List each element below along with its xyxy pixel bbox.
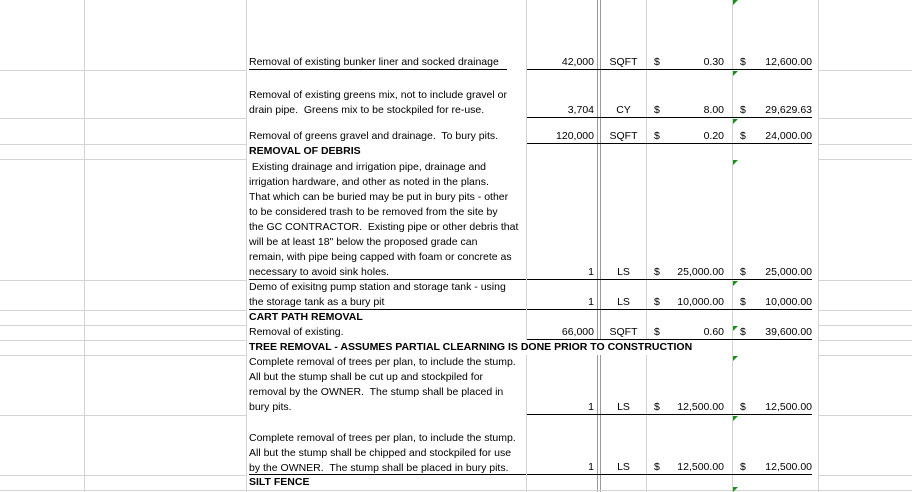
comment-indicator-icon[interactable] [733,487,738,492]
item-currency[interactable]: $ [654,461,660,473]
gridline [0,310,246,311]
gridline [818,144,912,145]
item-currency[interactable]: $ [654,401,660,413]
comment-indicator-icon[interactable] [733,326,738,331]
item-unit[interactable]: LS [617,461,630,473]
item-currency[interactable]: $ [654,326,660,338]
item-unit[interactable]: SQFT [609,130,638,142]
gridline [526,0,527,492]
item-currency[interactable]: $ [654,266,660,278]
gridline [0,280,246,281]
comment-indicator-icon[interactable] [733,416,738,421]
item-currency[interactable]: $ [740,326,746,338]
item-description[interactable]: Complete removal of trees per plan, to include the stump. All but the stump shall be cut up and stockpiled for removal by the OWNER. The stump shall be placed in bury pits. [249,356,516,413]
item-currency[interactable]: $ [654,56,660,68]
item-unit-price[interactable]: 0.30 [703,56,724,68]
item-unit-price[interactable]: 12,500.00 [677,461,724,473]
item-currency[interactable]: $ [740,461,746,473]
gridline [818,310,912,311]
item-unit-price[interactable]: 0.20 [703,130,724,142]
gridline [246,0,247,492]
item-unit-price[interactable]: 8.00 [703,104,724,116]
item-total[interactable]: 12,500.00 [765,401,812,413]
item-unit[interactable]: SQFT [609,56,638,68]
item-quantity[interactable]: 66,000 [561,326,594,338]
gridline [84,0,85,492]
item-currency[interactable]: $ [654,130,660,142]
item-unit-price[interactable]: 25,000.00 [677,266,724,278]
item-quantity[interactable]: 1 [588,461,594,473]
item-quantity[interactable]: 3,704 [567,104,594,116]
item-total[interactable]: 12,500.00 [765,461,812,473]
item-description[interactable]: Removal of greens gravel and drainage. To bury pits. [249,130,499,142]
item-description[interactable]: Removal of existing greens mix, not to include gravel or drain pipe. Greens mix to be stockpiled for re-use. [249,89,507,116]
item-unit-price[interactable]: 10,000.00 [677,296,724,308]
item-description[interactable]: Removal of existing bunker liner and socked drainage [249,56,499,68]
section-header-tree-removal[interactable]: TREE REMOVAL - ASSUMES PARTIAL CLEARNING IS DONE PRIOR TO CONSTRUCTION [249,341,693,353]
gridline [0,144,246,145]
item-total[interactable]: 29,629.63 [765,104,812,116]
section-header-cart-path[interactable]: CART PATH REMOVAL [249,311,363,323]
comment-indicator-icon[interactable] [733,119,738,124]
item-currency[interactable]: $ [740,104,746,116]
gridline [0,118,246,119]
gridline [600,0,601,492]
gridline [818,475,912,476]
item-description[interactable]: Demo of exisitng pump station and storage tank - using the storage tank as a bury pit [249,281,506,308]
gridline [818,118,912,119]
gridline [0,159,246,160]
item-unit-price[interactable]: 0.60 [703,326,724,338]
gridline [0,340,246,341]
item-total[interactable]: 39,600.00 [765,326,812,338]
item-quantity[interactable]: 120,000 [556,130,594,142]
item-description[interactable]: Removal of existing. [249,326,344,338]
section-header-debris[interactable]: REMOVAL OF DEBRIS [249,145,361,157]
section-header-silt-fence[interactable]: SILT FENCE [249,476,310,488]
item-total[interactable]: 12,600.00 [765,56,812,68]
gridline [818,159,912,160]
item-currency[interactable]: $ [654,296,660,308]
comment-indicator-icon[interactable] [733,0,738,5]
comment-indicator-icon[interactable] [733,160,738,165]
item-unit[interactable]: LS [617,266,630,278]
gridline [818,340,912,341]
item-unit-price[interactable]: 12,500.00 [677,401,724,413]
item-description[interactable]: Existing drainage and irrigation pipe, drainage and irrigation hardware, and other as noted in the plans. That which can be buried may be put in bury pits - other to be considered trash to be removed from the site by the GC CONTRACTOR. Existing pipe or other debris that will be at least 18" below the proposed grade can remain, with pipe being capped with foam or concrete as necessary to avoid sink holes. [249,161,519,278]
gridline [0,415,246,416]
item-description[interactable]: Complete removal of trees per plan, to include the stump. All but the stump shall be chipped and stockpiled for use by the OWNER. The stump shall be placed in bury pits. [249,432,516,474]
gridline [0,355,246,356]
item-currency[interactable]: $ [740,296,746,308]
item-currency[interactable]: $ [740,130,746,142]
item-quantity[interactable]: 1 [588,266,594,278]
item-unit[interactable]: CY [616,104,631,116]
item-quantity[interactable]: 42,000 [561,56,594,68]
item-total[interactable]: 25,000.00 [765,266,812,278]
item-unit[interactable]: LS [617,401,630,413]
item-quantity[interactable]: 1 [588,401,594,413]
item-currency[interactable]: $ [740,401,746,413]
item-unit[interactable]: LS [617,296,630,308]
gridline [818,415,912,416]
comment-indicator-icon[interactable] [733,356,738,361]
item-unit[interactable]: SQFT [609,326,638,338]
gridline [0,475,246,476]
gridline [818,280,912,281]
item-total[interactable]: 10,000.00 [765,296,812,308]
item-currency[interactable]: $ [654,104,660,116]
item-total[interactable]: 24,000.00 [765,130,812,142]
gridline [818,70,912,71]
item-currency[interactable]: $ [740,266,746,278]
gridline [818,325,912,326]
gridline [818,355,912,356]
item-quantity[interactable]: 1 [588,296,594,308]
gridline [0,490,912,491]
comment-indicator-icon[interactable] [733,281,738,286]
gridline [818,0,819,492]
gridline [0,325,246,326]
comment-indicator-icon[interactable] [733,71,738,76]
item-currency[interactable]: $ [740,56,746,68]
gridline [597,0,598,492]
gridline [646,0,647,492]
gridline [0,70,246,71]
